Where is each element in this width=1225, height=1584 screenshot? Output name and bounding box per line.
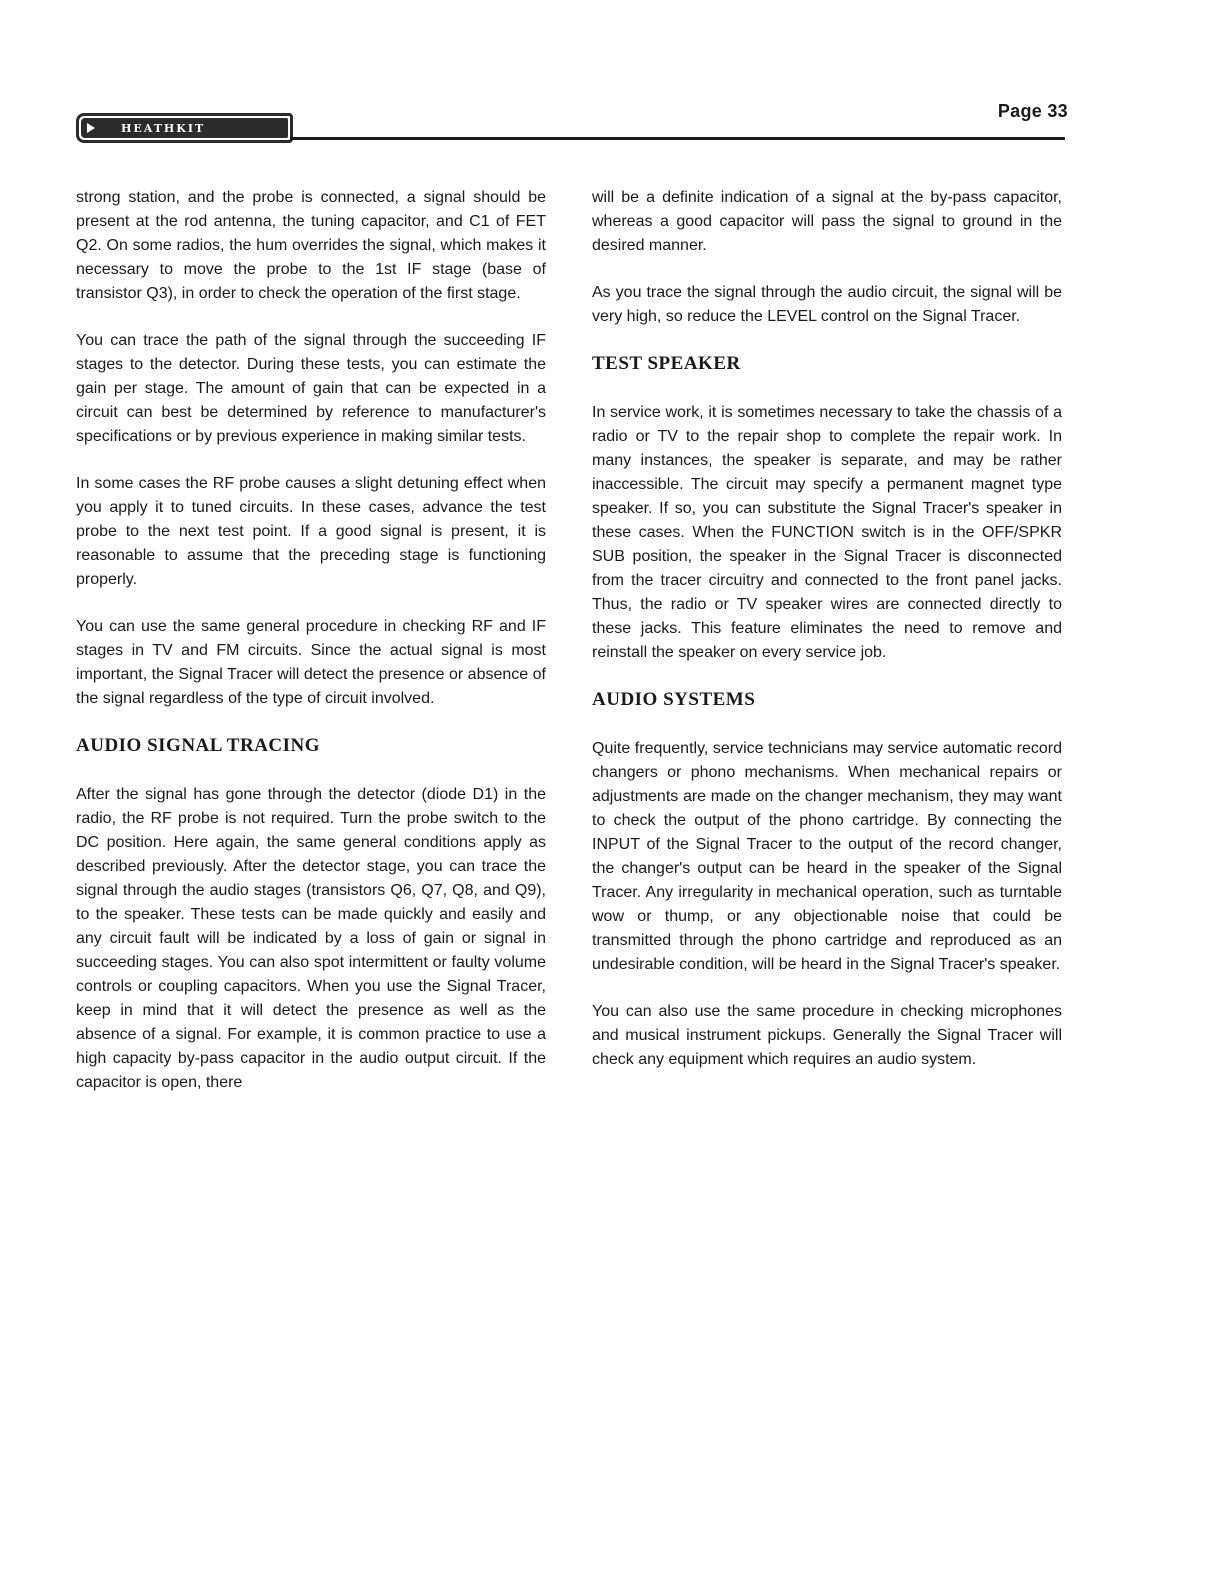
left-paragraph-4: You can use the same general procedure in checking RF and IF stages in TV and FM circuits. Since the actual signal is most important, the Signal Tracer will detect the presence or absence of the signal regardless of the type of circuit involved. [76,618,546,707]
page-number: Page 33 [997,101,1068,121]
right-column [592,186,1062,1095]
heading-audio-systems: AUDIO SYSTEMS [592,689,756,710]
header-rule [290,137,1065,140]
heading-audio-signal-tracing: AUDIO SIGNAL TRACING [76,735,321,756]
left-paragraph-3: In some cases the RF probe causes a slight detuning effect when you apply it to tuned circuits. In these cases, advance the test probe to the next test point. If a good signal is present, it is reasonable to assume that the preceding stage is functioning properly. [76,475,546,588]
logo-plate [81,118,288,138]
left-column [76,186,546,1118]
left-paragraph-1: strong station, and the probe is connected, a signal should be present at the rod antenna, the tuning capacitor, and C1 of FET Q2. On some radios, the hum overrides the signal, which makes it necessary to move the probe to the 1st IF stage (base of transistor Q3), in order to check the operation of the first stage. [76,189,546,302]
right-paragraph-1: will be a definite indication of a signal at the by-pass capacitor, whereas a good capacitor will pass the signal to ground in the desired manner. [592,189,1062,254]
right-paragraph-5: You can also use the same procedure in checking microphones and musical instrument pickups. Generally the Signal Tracer will check any equipment which requires an audio system. [592,1003,1062,1068]
right-paragraph-3: In service work, it is sometimes necessary to take the chassis of a radio or TV to the repair shop to complete the repair work. In many instances, the speaker is separate, and may be rather inaccessible. The circuit may specify a permanent magnet type speaker. If so, you can substitute the Signal Tracer's speaker in these cases. When the FUNCTION switch is in the OFF/SPKR SUB position, the speaker in the Signal Tracer is disconnected from the tracer circuitry and connected to the front panel jacks. Thus, the radio or TV speaker wires are connected directly to these jacks. This feature eliminates the need to remove and reinstall the speaker on every service job. [592,404,1062,661]
right-paragraph-2: As you trace the signal through the audio circuit, the signal will be very high, so reduce the LEVEL control on the Signal Tracer. [592,284,1062,325]
left-paragraph-5: After the signal has gone through the detector (diode D1) in the radio, the RF probe is not required. Turn the probe switch to the DC position. Here again, the same general conditions apply as described previously. After the detector stage, you can trace the signal through the audio stages (transistors Q6, Q7, Q8, and Q9), to the speaker. These tests can be made quickly and easily and any circuit fault will be indicated by a loss of gain or signal in succeeding stages. You can also spot intermittent or faulty volume controls or coupling capacitors. When you use the Signal Tracer, keep in mind that it will detect the presence as well as the absence of a signal. For example, it is common practice to use a high capacity by-pass capacitor in the audio output circuit. If the capacitor is open, there [76,786,546,1091]
logo-arrow-icon [87,123,95,133]
right-paragraph-4: Quite frequently, service technicians may service automatic record changers or phono mechanisms. When mechanical repairs or adjustments are made on the changer mechanism, they may want to check the output of the phono cartridge. By connecting the INPUT of the Signal Tracer to the output of the record changer, the changer's output can be heard in the speaker of the Signal Tracer. Any irregularity in mechanical operation, such as turntable wow or thump, or any objectionable noise that could be transmitted through the phono cartridge and reproduced as an undesirable condition, will be heard in the Signal Tracer's speaker. [592,740,1062,973]
logo-text: HEATHKIT [121,121,206,135]
left-paragraph-2: You can trace the path of the signal through the succeeding IF stages to the detector. During these tests, you can estimate the gain per stage. The amount of gain that can be expected in a circuit can best be determined by reference to manufacturer's specifications or by previous experience in making similar tests. [76,332,546,445]
heathkit-logo [76,113,293,143]
heading-test-speaker: TEST SPEAKER [592,353,741,374]
